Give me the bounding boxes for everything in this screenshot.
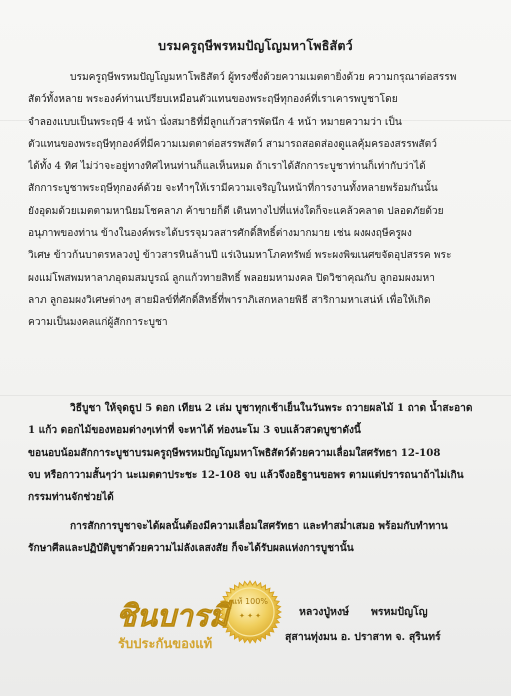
document-title: บรมครูฤษีพรหมปัญโญมหาโพธิสัตว์ — [158, 38, 353, 53]
text-line: สัตว์ทั้งหลาย พระองค์ท่านเปรียบเหมือนตัวแทนของพระฤษีทุกองค์ที่เราเคารพบูชาโดย — [28, 94, 398, 106]
paragraph-closing — [28, 515, 490, 560]
stamp-sub-text: รับประกันของแท้ — [118, 637, 213, 652]
text-line: จำลองแบบเป็นพระฤษี 4 หน้า นั่งสมาธิที่มีลูกแก้วสารพัดนึก 4 หน้า หมายความว่า เป็น — [28, 116, 402, 128]
signature-name-right: พรหมปัญโญ — [371, 606, 428, 618]
text-line: ผงแม่โพสพมหาลาภอุดมสมบูรณ์ ลูกแก้วทายสิทธิ์ พลอยมหามงคล ปิดวิชาคุณกับ ลูกอมผงมหา — [28, 272, 435, 284]
text-line: ขอนอบน้อมสักการะบูชาบรมครูฤษีพรหมปัญโญมหาโพธิสัตว์ด้วยความเลื่อมใสศรัทธา 12-108 — [28, 446, 441, 459]
paper-crease — [0, 395, 511, 396]
text-line: วิธีบูชา ให้จุดธูป 5 ดอก เทียน 2 เล่ม บูชาทุกเช้าเย็นในวันพระ ถวายผลไม้ 1 ถาด น้ำสะอาด — [70, 402, 473, 414]
seal-text: แท้ 100% — [232, 597, 268, 606]
text-line: 1 แก้ว ดอกไม้ของหอมต่างๆเท่าที่ จะหาได้ ท่องนะโม 3 จบแล้วสวดบูชาดังนี้ — [28, 424, 361, 437]
stamp-logo-icon — [110, 572, 295, 687]
text-line: ตัวแทนของพระฤษีทุกองค์ที่มีความเมตตาต่อสรรพสัตว์ สามารถสอดส่องดูแลคุ้มครองสรรพสัตว์ — [28, 138, 437, 150]
text-line: วิเศษ ข้าวก้นบาตรหลวงปู่ ข้าวสารหินล้านปี แร่เงินมหาโภคทรัพย์ พระผงพิฆเนศขจัดอุปสรรค พระ — [28, 250, 452, 262]
text-line: บรมครูฤษีพรหมปัญโญมหาโพธิสัตว์ ผู้ทรงซึ่งด้วยความเมตตายิ่งด้วย ความกรุณาต่อสรรพ — [70, 72, 457, 83]
text-line: อนุภาพของท่าน ข้างในองค์พระได้บรรจุมวลสารศักดิ์สิทธิ์ต่างมากมาย เช่น ผงผงฤษีครูผง — [28, 228, 412, 240]
text-line: สักการะบูชาพระฤษีทุกองค์ด้วย จะทำๆให้เรามีความเจริญในหน้าที่การงานทั้งหลายพร้อมกันนั้น — [28, 183, 438, 195]
signature-block — [285, 600, 495, 650]
text-line: การสักการบูชาจะได้ผลนั้นต้องมีความเลื่อมใสศรัทธา และทำสม่ำเสมอ พร้อมกับทำทาน — [70, 520, 448, 532]
text-line: จบ หรือกาวามสั้นๆว่า นะเมตตาประชะ 12-108 จบ แล้วจึงอธิฐานขอพร ตามแต่ปรารถนาถ้าไม่เกิน — [28, 468, 464, 481]
paragraph-worship-method — [28, 397, 490, 508]
signature-name-left: หลวงปู่หงษ์ — [299, 606, 350, 618]
svg-text:✦ ✦ ✦: ✦ ✦ ✦ — [238, 612, 262, 620]
signature-place: สุสานทุ่งมน อ. ปราสาท จ. สุรินทร์ — [285, 631, 441, 643]
text-line: กรรมท่านจักช่วยได้ — [28, 491, 114, 504]
authenticity-stamp — [110, 572, 295, 687]
paragraph-description — [28, 67, 490, 335]
text-line: ลาภ ลูกอมผงวิเศษต่างๆ สายมิลข์ที่ศักดิ์สิทธิ์ที่พาราภิเสกหลายพิธี สาริกามหาเสน่ห์ เพื่อให้เกิด — [28, 294, 431, 306]
text-line: รักษาศีลและปฏิบัติบูชาด้วยความไม่ลังเลสงสัย ก็จะได้รับผลแห่งการบูชานั้น — [28, 542, 354, 555]
text-line: ความเป็นมงคลแก่ผู้สักการะบูชา — [28, 317, 168, 329]
stamp-main-text: ชินบารมี — [116, 599, 229, 634]
text-line: ได้ทั้ง 4 ทิศ ไม่ว่าจะอยู่ทางทิศไหนท่านก็แลเห็นหมด ถ้าเราได้สักการะบูชาท่านก็เท่ากับว่าได้ — [28, 161, 426, 173]
text-line: ยังอุดมด้วยเมตตามหานิยมโชคลาภ ค้าขายก็ดี เดินทางไปที่แห่งใดก็จะแคล้วคลาด ปลอดภัยด้วย — [28, 205, 444, 217]
